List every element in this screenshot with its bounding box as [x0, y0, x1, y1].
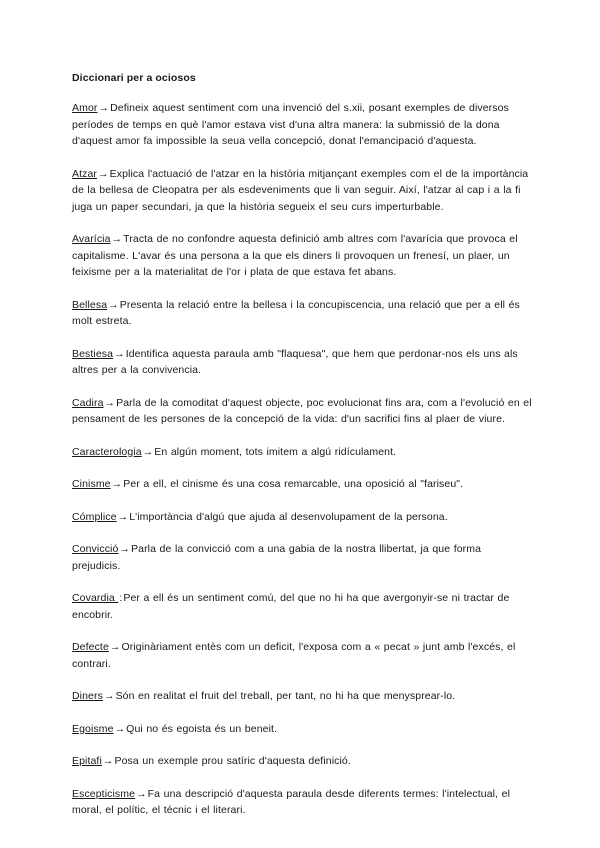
entry-definition: Defineix aquest sentiment com una invenció del s.xii, posant exemples de diversos períodes de temps en què l'amor estava vist d'una altra manera: la submissió de la dona d'aquest amor fa impossible la seua vella concepció, donat l'emancipació d'aquesta. [72, 102, 509, 147]
dictionary-entry [72, 297, 532, 330]
entry-definition: Tracta de no confondre aquesta definició amb altres com l'avarícia que provoca el capitalisme. L'avar és una persona a la que els diners li provoquen un frenesí, un plaer, un feixisme per a la materialitat de l'or i plata de que estava fet abans. [72, 233, 518, 278]
entry-definition: Per a ell, el cinisme és una cosa remarcable, una oposició al "fariseu". [123, 478, 464, 490]
entry-term: Atzar [72, 167, 98, 180]
entry-definition: Presenta la relació entre la bellesa i la concupiscencia, una relació que per a ell és molt estreta. [72, 298, 520, 327]
entry-term: Amor [72, 102, 98, 114]
entry-definition: Originàriament entès com un deficit, l'exposa com a « pecat » junt amb l'excés, el contrari. [72, 641, 516, 670]
entry-term: Avarícia [72, 233, 111, 245]
arrow-right-icon: → [142, 445, 154, 458]
arrow-right-icon: → [103, 690, 115, 702]
dictionary-entry [72, 590, 532, 623]
entry-separator: : [119, 592, 123, 604]
entry-definition: Per a ell és un sentiment comú, del que no hi ha que avergonyir-se ni tractar de encobrir. [72, 592, 510, 621]
entry-list [72, 100, 532, 835]
dictionary-entry [72, 541, 532, 574]
arrow-right-icon: → [109, 641, 121, 653]
entry-term: Cadira [72, 396, 104, 409]
arrow-right-icon: → [102, 755, 114, 767]
arrow-right-icon: → [98, 167, 109, 180]
entry-term: Defecte [72, 641, 109, 653]
entry-definition: Qui no és egoista és un beneit. [126, 722, 278, 735]
entry-definition: Parla de la comoditat d'aquest objecte, poc evolucionat fins ara, com a l'evolució en el pensament de les persones de la concepció de la vida: d'un sacrifici fins al plaer de viure. [72, 396, 532, 425]
dictionary-entry [72, 231, 532, 281]
entry-term: Egoisme [72, 722, 114, 735]
dictionary-entry [72, 721, 532, 738]
entry-definition: Són en realitat el fruit del treball, per tant, no hi ha que menysprear-lo. [115, 690, 456, 702]
entry-term: Convicció [72, 543, 119, 555]
entry-term: Epitafi [72, 755, 102, 767]
arrow-right-icon: → [114, 347, 125, 360]
dictionary-entry [72, 444, 532, 461]
entry-term: Escepticisme [72, 787, 136, 800]
entry-definition: Explica l'actuació de l'atzar en la història mitjançant exemples com el de la importància de la bellesa de Cleopatra per als esdeveniments que li van seguir. Així, l'atzar al cap i a la fi juga un paper secundari, ja que la història segueix el seu curs imperturbable. [72, 167, 529, 213]
page-title: Diccionari per a ociosos [72, 72, 196, 84]
entry-term: Cinisme [72, 478, 111, 490]
arrow-right-icon: → [111, 233, 123, 245]
entry-definition: Identifica aquesta paraula amb "flaquesa", que hem que perdonar-nos els uns als altres per a la convivencia. [72, 347, 518, 376]
entry-term: Bellesa [72, 298, 108, 311]
arrow-right-icon: → [119, 543, 131, 555]
arrow-right-icon: → [136, 787, 147, 800]
dictionary-entry [72, 509, 532, 526]
dictionary-entry [72, 100, 532, 150]
entry-term: Cómplice [72, 510, 117, 523]
dictionary-entry [72, 346, 532, 379]
dictionary-entry [72, 395, 532, 428]
dictionary-entry [72, 688, 532, 705]
dictionary-entry [72, 753, 532, 770]
arrow-right-icon: → [114, 722, 126, 735]
arrow-right-icon: → [98, 102, 110, 114]
entry-definition: Fa una descripció d'aquesta paraula desde diferents termes: l'intelectual, el moral, el polític, el técnic i el literari. [72, 787, 511, 816]
entry-term: Bestiesa [72, 347, 114, 360]
entry-definition: Parla de la convicció com a una gabia de la nostra llibertat, ja que forma prejudicis. [72, 543, 482, 572]
dictionary-entry [72, 639, 532, 672]
entry-definition: L'importància d'algú que ajuda al desenvolupament de la persona. [129, 510, 448, 523]
arrow-right-icon: → [108, 298, 119, 311]
entry-term: Diners [72, 690, 103, 702]
dictionary-entry [72, 166, 532, 216]
dictionary-entry [72, 786, 532, 819]
arrow-right-icon: → [117, 510, 129, 523]
entry-term: Caracterologia [72, 445, 142, 458]
entry-definition: Posa un exemple prou satíric d'aquesta definició. [114, 755, 351, 767]
arrow-right-icon: → [104, 396, 116, 409]
dictionary-entry [72, 476, 532, 493]
entry-term: Covardia [72, 592, 119, 604]
arrow-right-icon: → [111, 478, 123, 490]
entry-definition: En algún moment, tots imitem a algú ridículament. [154, 445, 397, 458]
